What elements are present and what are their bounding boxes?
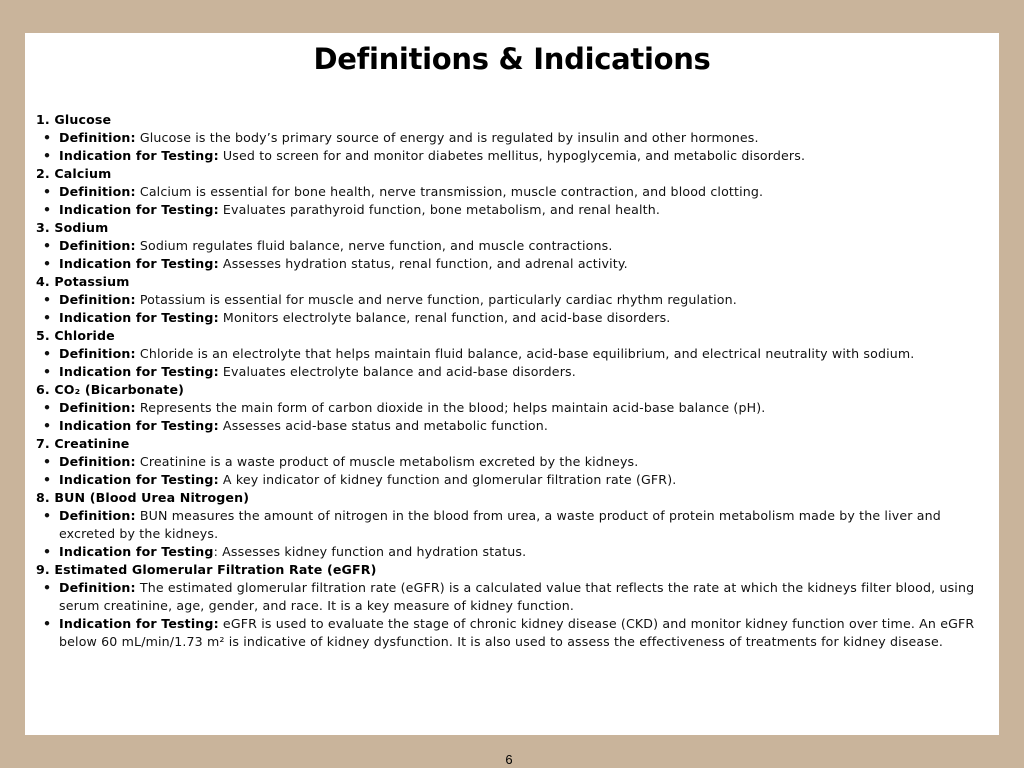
- section-heading: 3. Sodium: [36, 220, 109, 235]
- item-label: Definition:: [59, 130, 136, 145]
- section-heading: 8. BUN (Blood Urea Nitrogen): [36, 490, 250, 505]
- section-glucose: [36, 111, 986, 165]
- item-label: Indication for Testing:: [59, 616, 219, 631]
- indication-item: [36, 147, 986, 165]
- section-creatinine: [36, 435, 986, 489]
- indication-item: [36, 201, 986, 219]
- item-text: Represents the main form of carbon dioxide in the blood; helps maintain acid-base balance (pH).: [135, 400, 766, 415]
- indication-item: [36, 255, 986, 273]
- section-co2-bicarbonate: [36, 381, 986, 435]
- item-text: Glucose is the body’s primary source of energy and is regulated by insulin and other hormones.: [135, 130, 759, 145]
- definitions-list: [36, 111, 986, 651]
- item-text: Assesses hydration status, renal function, and adrenal activity.: [218, 256, 628, 271]
- item-label: Indication for Testing:: [59, 202, 219, 217]
- indication-item: [36, 417, 986, 435]
- definition-item: [36, 345, 986, 363]
- item-text: Used to screen for and monitor diabetes mellitus, hypoglycemia, and metabolic disorders.: [218, 148, 806, 163]
- section-egfr: [36, 561, 986, 651]
- indication-item: [36, 543, 986, 561]
- item-label: Indication for Testing:: [59, 364, 219, 379]
- section-heading: 7. Creatinine: [36, 436, 130, 451]
- indication-item: [36, 471, 986, 489]
- item-label: Definition:: [59, 400, 136, 415]
- section-chloride: [36, 327, 986, 381]
- item-text: Potassium is essential for muscle and nerve function, particularly cardiac rhythm regulation.: [135, 292, 737, 307]
- section-heading: 1. Glucose: [36, 112, 112, 127]
- indication-item: [36, 309, 986, 327]
- section-heading: 6. CO₂ (Bicarbonate): [36, 382, 185, 397]
- item-label: Indication for Testing:: [59, 148, 219, 163]
- item-label: Definition:: [59, 454, 136, 469]
- item-label: Definition:: [59, 580, 136, 595]
- definition-item: [36, 399, 986, 417]
- item-label: Indication for Testing:: [59, 256, 219, 271]
- section-heading: 4. Potassium: [36, 274, 130, 289]
- section-heading: 5. Chloride: [36, 328, 115, 343]
- item-text: Chloride is an electrolyte that helps maintain fluid balance, acid-base equilibrium, and electrical neutrality with sodium.: [135, 346, 915, 361]
- item-text: BUN measures the amount of nitrogen in the blood from urea, a waste product of protein metabolism made by the liver and excreted by the kidneys.: [59, 508, 941, 541]
- indication-item: [36, 615, 986, 651]
- section-heading: 2. Calcium: [36, 166, 112, 181]
- item-text: : Assesses kidney function and hydration status.: [213, 544, 527, 559]
- slide-page: [25, 33, 999, 735]
- item-text: Evaluates electrolyte balance and acid-base disorders.: [218, 364, 576, 379]
- item-label: Definition:: [59, 238, 136, 253]
- definition-item: [36, 453, 986, 471]
- item-text: Monitors electrolyte balance, renal function, and acid-base disorders.: [218, 310, 671, 325]
- definition-item: [36, 291, 986, 309]
- item-text: Creatinine is a waste product of muscle metabolism excreted by the kidneys.: [135, 454, 639, 469]
- item-label: Definition:: [59, 346, 136, 361]
- item-text: eGFR is used to evaluate the stage of chronic kidney disease (CKD) and monitor kidney function over time. An eGFR below 60 mL/min/1.73 m² is indicative of kidney dysfunction. It is also used to assess the effectiveness of treatments for kidney disease.: [59, 616, 975, 649]
- section-sodium: [36, 219, 986, 273]
- item-text: Evaluates parathyroid function, bone metabolism, and renal health.: [218, 202, 660, 217]
- section-heading: 9. Estimated Glomerular Filtration Rate (eGFR): [36, 562, 377, 577]
- item-text: Calcium is essential for bone health, nerve transmission, muscle contraction, and blood clotting.: [135, 184, 764, 199]
- item-label: Indication for Testing:: [59, 418, 219, 433]
- indication-item: [36, 363, 986, 381]
- item-label: Indication for Testing:: [59, 472, 219, 487]
- section-bun: [36, 489, 986, 561]
- definition-item: [36, 129, 986, 147]
- section-potassium: [36, 273, 986, 327]
- item-label: Definition:: [59, 508, 136, 523]
- item-label: Definition:: [59, 184, 136, 199]
- item-label: Indication for Testing: [59, 544, 214, 559]
- item-label: Indication for Testing:: [59, 310, 219, 325]
- definition-item: [36, 579, 986, 615]
- page-number: 6: [505, 752, 513, 767]
- item-text: The estimated glomerular filtration rate (eGFR) is a calculated value that reflects the rate at which the kidneys filter blood, using serum creatinine, age, gender, and race. It is a key measure of kidney function.: [59, 580, 975, 613]
- definition-item: [36, 183, 986, 201]
- item-text: A key indicator of kidney function and glomerular filtration rate (GFR).: [218, 472, 677, 487]
- definition-item: [36, 507, 986, 543]
- page-title: Definitions & Indications: [313, 42, 711, 76]
- item-label: Definition:: [59, 292, 136, 307]
- section-calcium: [36, 165, 986, 219]
- item-text: Sodium regulates fluid balance, nerve function, and muscle contractions.: [135, 238, 613, 253]
- item-text: Assesses acid-base status and metabolic function.: [218, 418, 549, 433]
- definition-item: [36, 237, 986, 255]
